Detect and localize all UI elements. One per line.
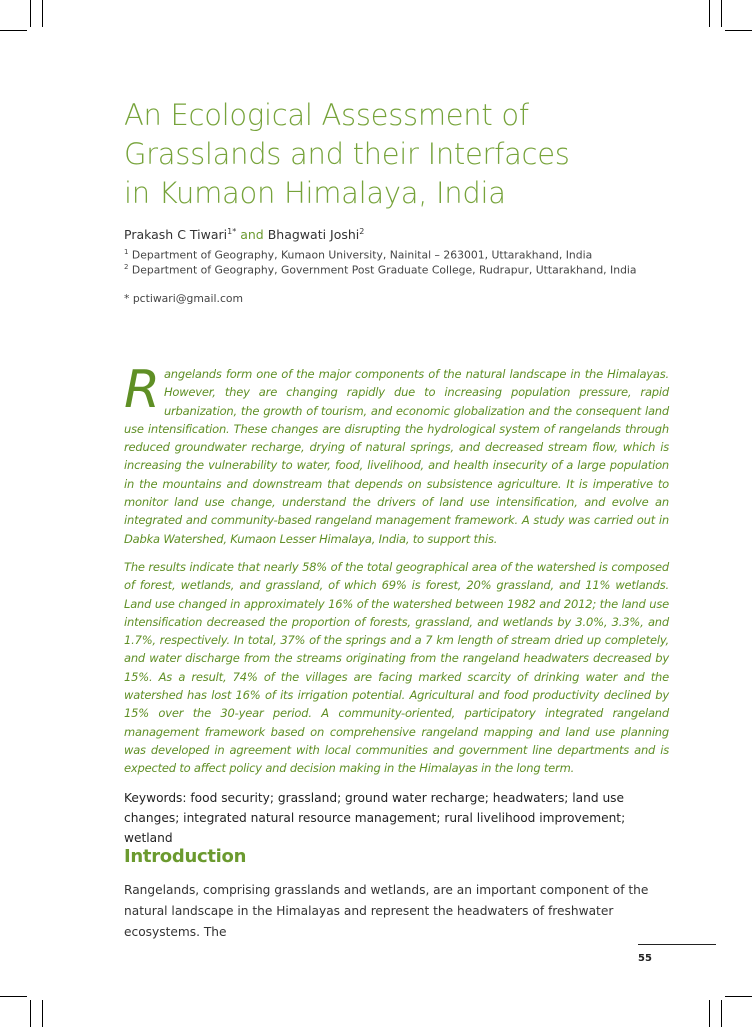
section-heading-introduction: Introduction [124,846,247,867]
title-line-1: An Ecological Assessment of [124,98,529,132]
keywords [124,788,669,848]
crop-mark [721,1000,722,1027]
title-line-2: Grasslands and their Interfaces [124,137,570,171]
keywords-text: food security; grassland; ground water recharge; headwaters; land use changes; integrated natural resource management; rural livelihood improvement; wetland [124,791,626,845]
crop-mark [42,1000,43,1027]
corresponding-email: * pctiwari@gmail.com [124,292,244,305]
crop-mark [725,996,752,997]
author-name: Prakash C Tiwari [124,227,228,243]
affiliation-text: Department of Geography, Kumaon University, Nainital – 263001, Uttarakhand, India [131,248,593,262]
crop-mark [30,0,31,27]
title-line-3: in Kumaon Himalaya, India [124,176,506,210]
crop-mark [0,996,27,997]
abstract-paragraph-1 [124,360,669,548]
body-paragraph: Rangelands, comprising grasslands and wetlands, are an important component of the natural landscape in the Himalayas and represent the headwaters of freshwater ecosystems. The [124,883,649,939]
author-superscript: 1* [227,227,237,236]
affiliation-text: Department of Geography, Government Post Graduate College, Rudrapur, Uttarakhand, India [131,263,637,277]
abstract-paragraph-2: The results indicate that nearly 58% of the total geographical area of the watershed is composed of forest, wetlands, and grassland, of which 69% is forest, 20% grassland, and 11% wetlands. Land use changed in approximately 16% of the watershed between 1982 and 2012; the land use intensification decreased the proportion of forests, grassland, and wetlands by 3.0%, 3.3%, and 1.7%, respectively. In total, 37% of the springs and a 7 km length of stream dried up completely, and water discharge from the streams originating from the rangeland headwaters decreased by 15%. As a result, 74% of the villages are facing marked scarcity of drinking water and the watershed has lost 16% of its irrigation potential. Agricultural and food productivity declined by 15% over the 30-year period. A community-oriented, participatory integrated rangeland management framework based on comprehensive rangeland mapping and land use planning was developed in agreement with local communities and government line departments and is expected to affect policy and decision making in the Himalayas in the long term. [124,560,669,776]
crop-mark [42,0,43,27]
crop-mark [709,0,710,27]
affiliation-number: 1 [124,248,129,256]
crop-mark [0,30,27,31]
paper-title [124,96,664,213]
author-conjunction: and [240,227,264,243]
author-superscript: 2 [359,227,365,236]
page-number: 55 [638,953,652,964]
footer-rule [638,944,716,945]
affiliation [124,248,592,262]
crop-mark [721,0,722,27]
author-name: Bhagwati Joshi [267,227,360,243]
abstract-text: angelands form one of the major components of the natural landscape in the Himalayas. However, they are changing rapidly due to increasing population pressure, rapid urbanization, the growth of tourism, and economic globalization and the consequent land use intensification. These changes are disrupting the hydrological system of rangelands through reduced groundwater recharge, drying of natural springs, and decreased stream flow, which is increasing the vulnerability to water, food, livelihood, and health insecurity of a large population in the mountains and downstream that depends on subsistence agriculture. It is imperative to monitor land use change, understand the drivers of land use intensification, and evolve an integrated and community-based rangeland management framework. A study was carried out in Dabka Watershed, Kumaon Lesser Himalaya, India, to support this. [124,367,669,546]
keywords-label: Keywords: [124,791,187,805]
drop-cap: R [124,360,160,420]
affiliation [124,263,637,277]
affiliation-number: 2 [124,263,129,271]
crop-mark [709,1000,710,1027]
author-list [124,227,364,242]
crop-mark [30,1000,31,1027]
crop-mark [725,30,752,31]
